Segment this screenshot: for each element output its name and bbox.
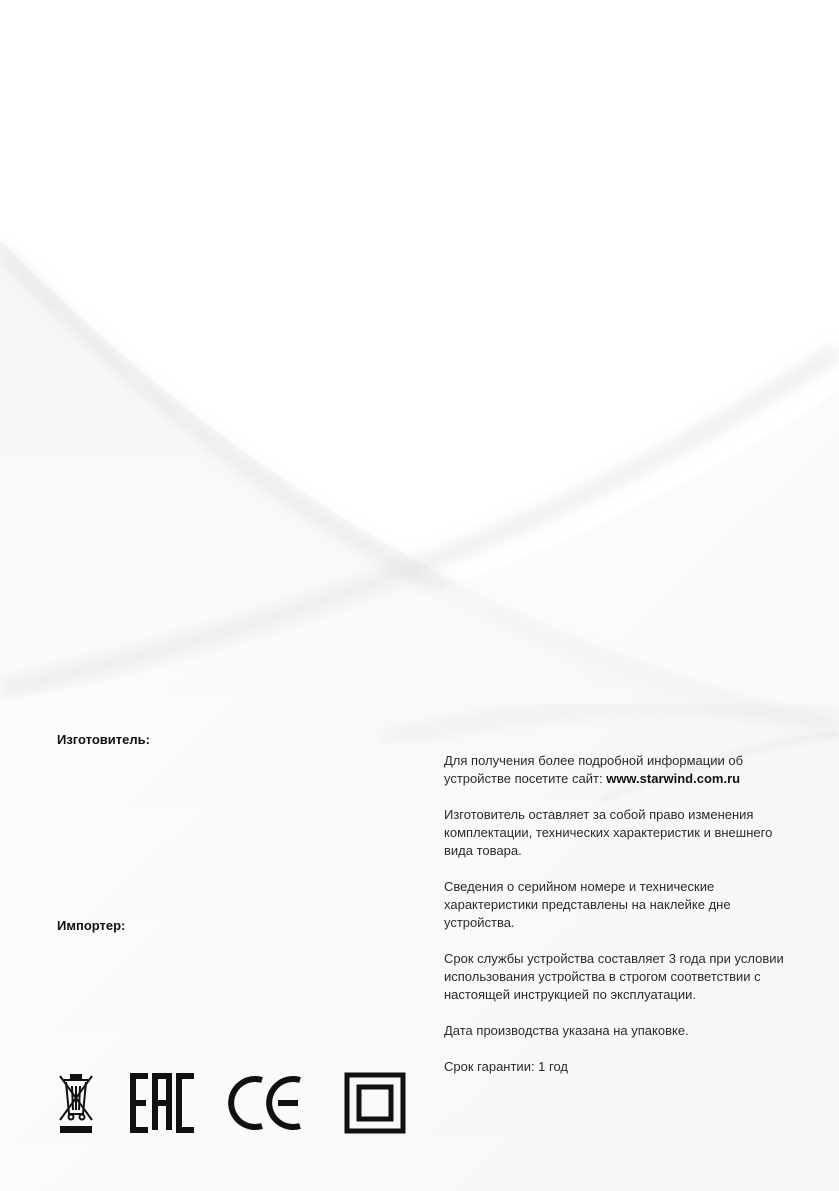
warranty-note: Срок гарантии: 1 год — [444, 1059, 569, 1074]
service-life-note: Срок службы устройства составляет 3 года при условии использования устройства в строгом соответствии с настоящей инструкцией по эксплуатации. — [444, 951, 784, 1002]
certification-marks — [56, 1072, 416, 1138]
ce-mark-icon — [228, 1072, 308, 1134]
production-date-note: Дата производства указана на упаковке. — [444, 1023, 689, 1038]
serial-note: Сведения о серийном номере и технические характеристики представлены на наклейке дне устройства. — [444, 879, 731, 930]
weee-crossed-bin-icon — [56, 1072, 96, 1136]
more-info-text: Для получения более подробной информации об устройстве посетите сайт: — [444, 753, 744, 786]
manufacturer-label: Изготовитель: — [57, 732, 150, 747]
class-ii-double-square-icon — [344, 1072, 406, 1134]
product-info-block — [444, 752, 789, 1094]
website-link[interactable]: www.starwind.com.ru — [606, 771, 741, 786]
more-info-paragraph — [444, 752, 789, 788]
eac-mark-icon — [128, 1072, 200, 1134]
importer-label: Импортер: — [57, 918, 126, 933]
rights-note: Изготовитель оставляет за собой право изменения комплектации, технических характеристик и внешнего вида товара. — [444, 807, 773, 858]
